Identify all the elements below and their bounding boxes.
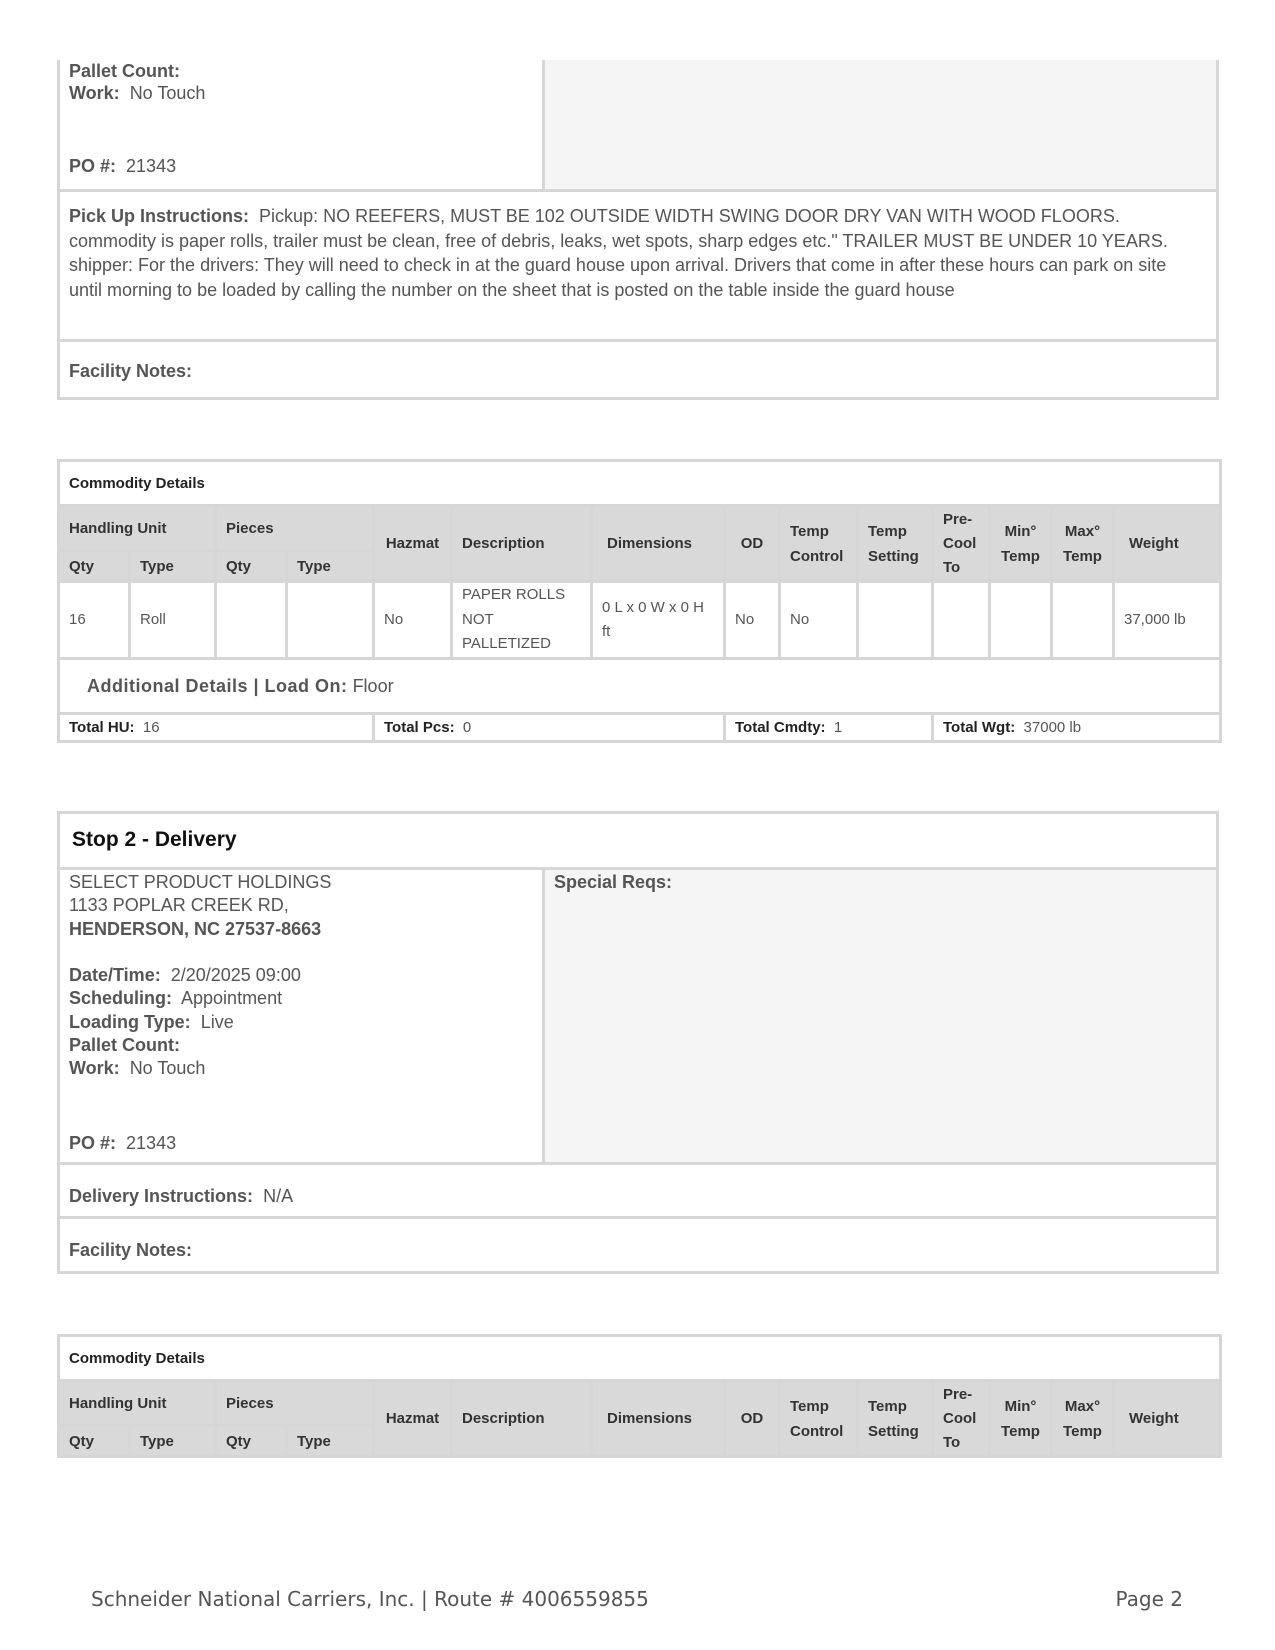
handling-unit-header: Handling Unit bbox=[59, 1381, 216, 1426]
consignee-name: SELECT PRODUCT HOLDINGS bbox=[69, 872, 332, 892]
stop2-header bbox=[60, 814, 1216, 870]
min-temp-cell bbox=[990, 582, 1052, 659]
divider bbox=[60, 189, 1216, 192]
dimensions-header: Dimensions bbox=[592, 506, 725, 582]
temp-control-header: Temp Control bbox=[780, 506, 858, 582]
precool-header: Pre- Cool To bbox=[933, 506, 990, 582]
weight-header: Weight bbox=[1114, 1381, 1221, 1457]
max-temp-cell bbox=[1052, 582, 1114, 659]
pc-qty-cell bbox=[216, 582, 287, 659]
stop2-datetime: Date/Time: 2/20/2025 09:00 bbox=[69, 965, 301, 985]
temp-control-cell: No bbox=[780, 582, 858, 659]
temp-setting-header: Temp Setting bbox=[858, 506, 933, 582]
table-row bbox=[59, 582, 1221, 659]
hu-qty-cell: 16 bbox=[59, 582, 130, 659]
hu-qty-header: Qty bbox=[59, 1426, 130, 1457]
pickup-instructions: Pick Up Instructions: Pickup: NO REEFERS, MUST BE 102 OUTSIDE WIDTH SWING DOOR DRY VAN WITH WOOD FLOORS. commodity is paper rolls, trailer must be clean, free of debris, leaks, wet spots, sharp edges etc." TRAILER MUST BE UNDER 10 YEARS. shipper: For the drivers: They will need to check in at the guard house upon arrival. Drivers that come in after these hours can park on site until morning to be loaded by calling the number on the sheet that is posted on the table inside the guard house bbox=[69, 206, 1168, 300]
handling-unit-header: Handling Unit bbox=[59, 506, 216, 551]
stop2-scheduling: Scheduling: Appointment bbox=[69, 988, 283, 1008]
pc-type-cell bbox=[287, 582, 374, 659]
stop2-work: Work: No Touch bbox=[69, 1058, 206, 1078]
stop2-po: PO #: 21343 bbox=[69, 1133, 177, 1153]
stop1-special-reqs-panel bbox=[545, 60, 1216, 189]
weight-header: Weight bbox=[1114, 506, 1221, 582]
stop2-details bbox=[60, 870, 545, 1162]
hu-qty-header: Qty bbox=[59, 551, 130, 582]
stop1-details bbox=[60, 60, 545, 189]
commodity-title: Commodity Details bbox=[59, 1336, 1221, 1381]
precool-header: Pre- Cool To bbox=[933, 1381, 990, 1457]
stop1-facility-notes: Facility Notes: bbox=[69, 361, 193, 381]
pc-qty-header: Qty bbox=[216, 1426, 287, 1457]
pieces-header: Pieces bbox=[216, 1381, 374, 1426]
temp-control-header: Temp Control bbox=[780, 1381, 858, 1457]
footer-carrier-route: Schneider National Carriers, Inc. | Route # 4006559855 bbox=[91, 1587, 649, 1611]
consignee-city: HENDERSON, NC 27537-8663 bbox=[69, 919, 322, 939]
description-header: Description bbox=[452, 1381, 592, 1457]
hazmat-header: Hazmat bbox=[374, 506, 452, 582]
stop2-pallet-count: Pallet Count: bbox=[69, 1035, 180, 1055]
max-temp-header: Max° Temp bbox=[1052, 506, 1114, 582]
description-header: Description bbox=[452, 506, 592, 582]
special-reqs-panel bbox=[545, 870, 1216, 1162]
total-wgt: Total Wgt: 37000 lb bbox=[933, 714, 1221, 742]
hazmat-cell: No bbox=[374, 582, 452, 659]
stop2-loading-type: Loading Type: Live bbox=[69, 1012, 234, 1032]
footer-page-number: Page 2 bbox=[1115, 1587, 1183, 1611]
precool-cell bbox=[933, 582, 990, 659]
additional-details: Additional Details | Load On: Floor bbox=[59, 659, 1221, 714]
special-reqs-label: Special Reqs: bbox=[554, 872, 673, 892]
divider bbox=[60, 1216, 1216, 1219]
commodity-title: Commodity Details bbox=[59, 461, 1221, 506]
pc-type-header: Type bbox=[287, 1426, 374, 1457]
divider bbox=[60, 1162, 1216, 1165]
hu-type-header: Type bbox=[130, 1426, 216, 1457]
delivery-instructions: Delivery Instructions: N/A bbox=[69, 1186, 294, 1206]
stop2-title: Stop 2 - Delivery bbox=[72, 828, 237, 851]
od-header: OD bbox=[725, 1381, 780, 1457]
total-pcs: Total Pcs: 0 bbox=[374, 714, 725, 742]
od-cell: No bbox=[725, 582, 780, 659]
pc-qty-header: Qty bbox=[216, 551, 287, 582]
temp-setting-cell bbox=[858, 582, 933, 659]
commodity-details-table-1 bbox=[57, 459, 1219, 743]
temp-setting-header: Temp Setting bbox=[858, 1381, 933, 1457]
max-temp-header: Max° Temp bbox=[1052, 1381, 1114, 1457]
total-hu: Total HU: 16 bbox=[59, 714, 374, 742]
hu-type-header: Type bbox=[130, 551, 216, 582]
stop2-facility-notes: Facility Notes: bbox=[69, 1240, 193, 1260]
stop1-section bbox=[57, 60, 1219, 400]
description-cell: PAPER ROLLS NOT PALLETIZED bbox=[452, 582, 592, 659]
stop1-po: PO #: 21343 bbox=[69, 156, 177, 176]
stop1-pallet-count: Pallet Count: bbox=[69, 61, 180, 81]
hazmat-header: Hazmat bbox=[374, 1381, 452, 1457]
divider bbox=[60, 339, 1216, 342]
totals-row bbox=[59, 714, 1221, 742]
consignee-address: 1133 POPLAR CREEK RD, bbox=[69, 895, 289, 915]
min-temp-header: Min° Temp bbox=[990, 506, 1052, 582]
dimensions-cell: 0 L x 0 W x 0 H ft bbox=[592, 582, 725, 659]
hu-type-cell: Roll bbox=[130, 582, 216, 659]
min-temp-header: Min° Temp bbox=[990, 1381, 1052, 1457]
stop2-section bbox=[57, 811, 1219, 1274]
pc-type-header: Type bbox=[287, 551, 374, 582]
pieces-header: Pieces bbox=[216, 506, 374, 551]
commodity-details-table-2 bbox=[57, 1334, 1219, 1458]
stop1-work: Work: No Touch bbox=[69, 83, 206, 103]
total-cmdty: Total Cmdty: 1 bbox=[725, 714, 933, 742]
weight-cell: 37,000 lb bbox=[1114, 582, 1221, 659]
dimensions-header: Dimensions bbox=[592, 1381, 725, 1457]
od-header: OD bbox=[725, 506, 780, 582]
